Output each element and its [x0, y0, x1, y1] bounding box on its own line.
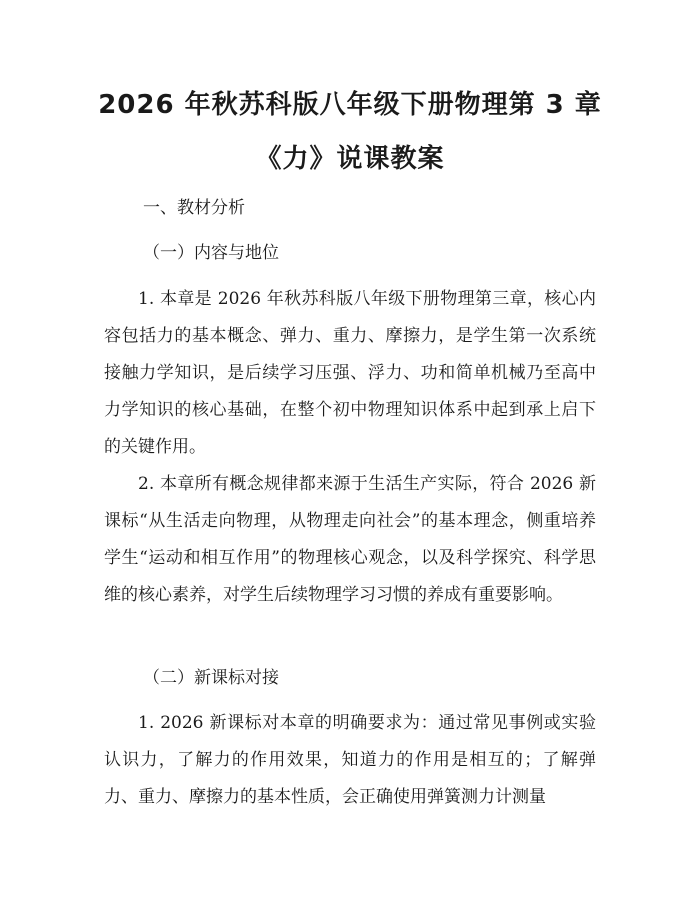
- subsection-heading-curriculum-standards: （二）新课标对接: [143, 668, 279, 688]
- paragraph-1: 1. 本章是 2026 年秋苏科版八年级下册物理第三章，核心内容包括力的基本概念、弹力、重力、摩擦力，是学生第一次系统接触力学知识，是后续学习压强、浮力、功和简单机械乃至高中力学知识的核心基础，在整个初中物理知识体系中起到承上启下的关键作用。: [104, 289, 596, 457]
- document-title-line-2: 《力》说课教案: [255, 144, 445, 174]
- paragraph-3: 1. 2026 新课标对本章的明确要求为：通过常见事例或实验认识力，了解力的作用效果，知道力的作用是相互的；了解弹力、重力、摩擦力的基本性质，会正确使用弹簧测力计测量: [104, 713, 596, 807]
- paragraph-2: 2. 本章所有概念规律都来源于生活生产实际，符合 2026 新课标“从生活走向物理，从物理走向社会”的基本理念，侧重培养学生“运动和相互作用”的物理核心观念，以及科学探究、科学思维的核心素养，对学生后续物理学习习惯的养成有重要影响。: [104, 474, 596, 605]
- subsection-heading-content-and-position: （一）内容与地位: [143, 243, 279, 263]
- section-heading-textbook-analysis: 一、教材分析: [143, 198, 245, 218]
- document-title-line-1: 2026 年秋苏科版八年级下册物理第 3 章: [98, 90, 602, 120]
